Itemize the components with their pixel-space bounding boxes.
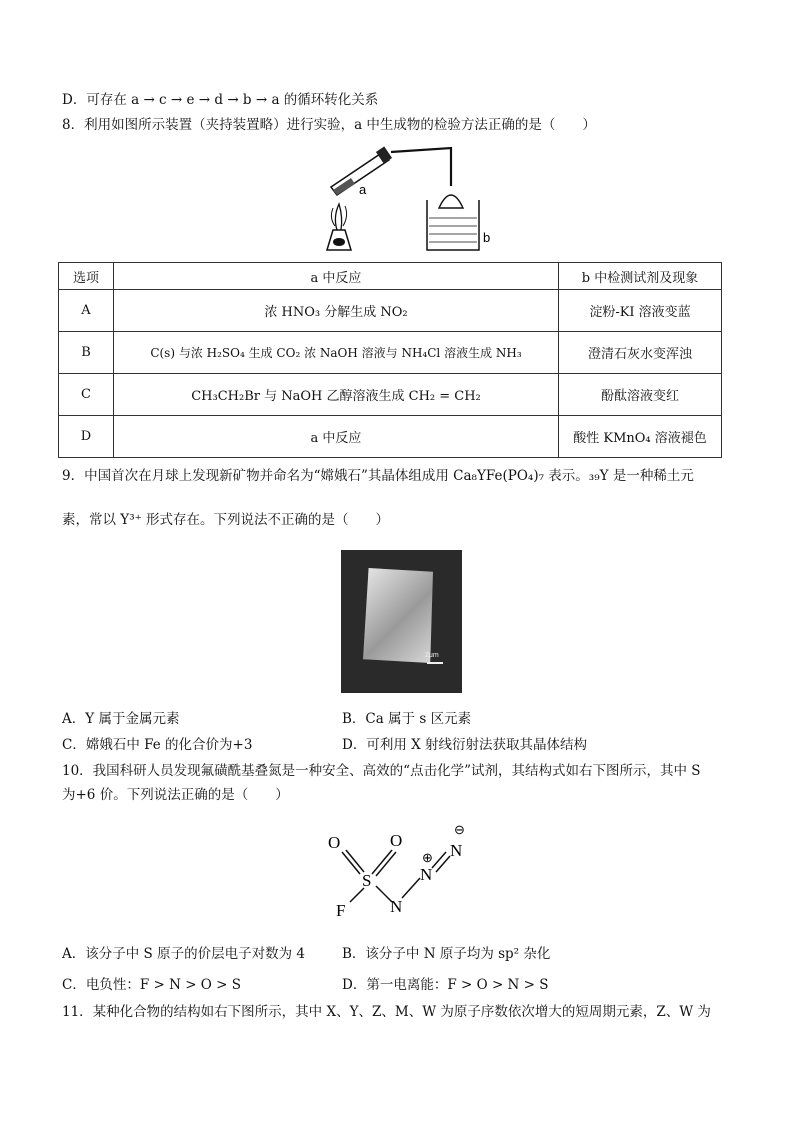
table-row: [59, 332, 722, 374]
q9-option-a: A．Y 属于金属元素: [62, 711, 180, 727]
q9-option-b: B．Ca 属于 s 区元素: [342, 711, 472, 727]
table-cell: 酸性 KMnO₄ 溶液褪色: [559, 416, 722, 458]
atom-n1: N: [390, 897, 403, 916]
q11-stem: 11．某种化合物的结构如右下图所示，其中 X、Y、Z、M、W 为原子序数依次增大的短周期元素，Z、W 为: [62, 1004, 711, 1020]
structure-figure: [320, 818, 510, 918]
table-row: [59, 290, 722, 332]
crystal-specimen: [363, 568, 433, 663]
q10-option-c: C．电负性：F > N > O > S: [62, 977, 242, 993]
table-cell: B: [59, 332, 114, 374]
table-row: [59, 374, 722, 416]
atom-o-right: O: [390, 831, 403, 850]
table-cell: D: [59, 416, 114, 458]
scale-bar: [427, 662, 443, 664]
q8-table: [58, 262, 722, 458]
q9-option-c: C．嫦娥石中 Fe 的化合价为+3: [62, 737, 253, 753]
figure-label-a: a: [359, 182, 367, 197]
minus-charge: ⊖: [454, 822, 465, 837]
crystal-photo: [341, 550, 462, 693]
q10-stem-line1: 10．我国科研人员发现氟磺酰基叠氮是一种安全、高效的“点击化学”试剂，其结构式如右下图所示，其中 S: [62, 763, 701, 779]
table-cell: 淀粉-KI 溶液变蓝: [559, 290, 722, 332]
table-cell: CH₃CH₂Br 与 NaOH 乙醇溶液生成 CH₂ = CH₂: [114, 374, 559, 416]
atom-n3: N: [450, 841, 463, 860]
atom-n2: N: [420, 865, 433, 884]
table-cell: A: [59, 290, 114, 332]
table-cell: C: [59, 374, 114, 416]
q9-stem-line1: 9．中国首次在月球上发现新矿物并命名为“嫦娥石”其晶体组成用 Ca₈YFe(PO₄)₇ 表示。₃₉Y 是一种稀土元: [62, 468, 694, 484]
table-cell: 酚酞溶液变红: [559, 374, 722, 416]
table-cell: C(s) 与浓 H₂SO₄ 生成 CO₂ 浓 NaOH 溶液与 NH₄Cl 溶液生成 NH₃: [114, 332, 559, 374]
table-row: [59, 416, 722, 458]
q9-stem-line2: 素，常以 Y³⁺ 形式存在。下列说法不正确的是（ ）: [62, 512, 390, 528]
atom-s: S: [362, 871, 372, 890]
table-header: 选项: [59, 263, 114, 290]
scale-label: 2μm: [425, 652, 439, 659]
figure-label-b: b: [483, 230, 491, 245]
table-cell: 浓 HNO₃ 分解生成 NO₂: [114, 290, 559, 332]
q7-option-d: D．可存在 a → c → e → d → b → a 的循环转化关系: [62, 92, 379, 108]
q8-stem: 8．利用如图所示装置（夹持装置略）进行实验，a 中生成物的检验方法正确的是（ ）: [62, 117, 596, 133]
q10-option-b: B．该分子中 N 原子均为 sp² 杂化: [342, 946, 551, 962]
q9-option-d: D．可利用 X 射线衍射法获取其晶体结构: [342, 737, 588, 753]
table-header: a 中反应: [114, 263, 559, 290]
q10-option-d: D．第一电离能：F > O > N > S: [342, 977, 549, 993]
atom-f: F: [336, 901, 346, 918]
plus-charge: ⊕: [422, 850, 433, 865]
q10-stem-line2: 为+6 价。下列说法正确的是（ ）: [62, 787, 289, 803]
apparatus-figure: [315, 142, 515, 260]
table-header: b 中检测试剂及现象: [559, 263, 722, 290]
table-cell: a 中反应: [114, 416, 559, 458]
table-cell: 澄清石灰水变浑浊: [559, 332, 722, 374]
table-header-row: [59, 263, 722, 290]
atom-o-left: O: [328, 833, 341, 852]
q10-option-a: A．该分子中 S 原子的价层电子对数为 4: [62, 946, 305, 962]
